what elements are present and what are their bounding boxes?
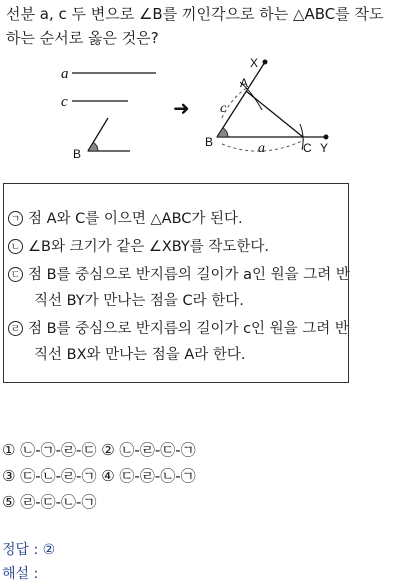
point-B-label: B [205, 135, 214, 149]
choice-row-1[interactable]: ① ㉡-㉠-㉣-㉢ ② ㉡-㉣-㉢-㉠ [2, 441, 196, 459]
explanation-label: 해설 : [2, 566, 39, 582]
step-2 [8, 237, 269, 257]
step-3 [8, 265, 350, 285]
arrow-icon: ➜ [173, 96, 190, 120]
step-4-marker: ㄹ [8, 321, 23, 336]
choice-row-3[interactable]: ⑤ ㉣-㉢-㉡-㉠ [2, 493, 97, 511]
point-C-label: C [303, 141, 312, 155]
point-X [263, 60, 268, 65]
step-1 [8, 209, 243, 229]
question-text [6, 2, 398, 50]
step-3-continued: 직선 BY가 만나는 점을 C라 한다. [34, 293, 244, 309]
step-3-marker: ㄷ [8, 267, 23, 282]
step-4-continued: 직선 BX와 만나는 점을 A라 한다. [34, 347, 246, 363]
question-line-2: 하는 순서로 옳은 것은? [6, 29, 159, 47]
step-2-marker: ㄴ [8, 239, 23, 254]
angle-B-copy-mark [217, 128, 228, 137]
ray-BX [217, 62, 265, 137]
step-3-text: 점 B를 중심으로 반지름의 길이가 a인 원을 그려 반 [28, 267, 350, 283]
arc-a-label: a [258, 141, 265, 156]
point-Y-label: Y [320, 141, 329, 155]
answer-choices [2, 437, 196, 515]
construction-figure [0, 52, 400, 162]
arc-c-label: c [220, 101, 227, 116]
question-line-1: 선분 a, c 두 변으로 ∠B를 끼인각으로 하는 △ABC를 작도 [6, 5, 384, 23]
step-1-text: 점 A와 C를 이으면 △ABC가 된다. [28, 211, 243, 227]
point-A-label: A [240, 76, 249, 90]
angle-B-label: B [73, 147, 82, 161]
steps-box [3, 183, 349, 383]
point-X-label: X [250, 56, 259, 70]
angle-B-mark [88, 142, 98, 151]
segment-a-label: a [61, 66, 69, 82]
step-1-marker: ㄱ [8, 211, 23, 226]
segment-c-label: c [61, 94, 68, 110]
step-4 [8, 319, 349, 339]
answer-text: 정답 : ② [2, 542, 56, 558]
point-Y [324, 135, 329, 140]
step-4-text: 점 B를 중심으로 반지름의 길이가 c인 원을 그려 반 [28, 321, 349, 337]
choice-row-2[interactable]: ③ ㉢-㉡-㉣-㉠ ④ ㉢-㉣-㉡-㉠ [2, 467, 196, 485]
step-2-text: ∠B와 크기가 같은 ∠XBY를 작도한다. [28, 239, 270, 255]
